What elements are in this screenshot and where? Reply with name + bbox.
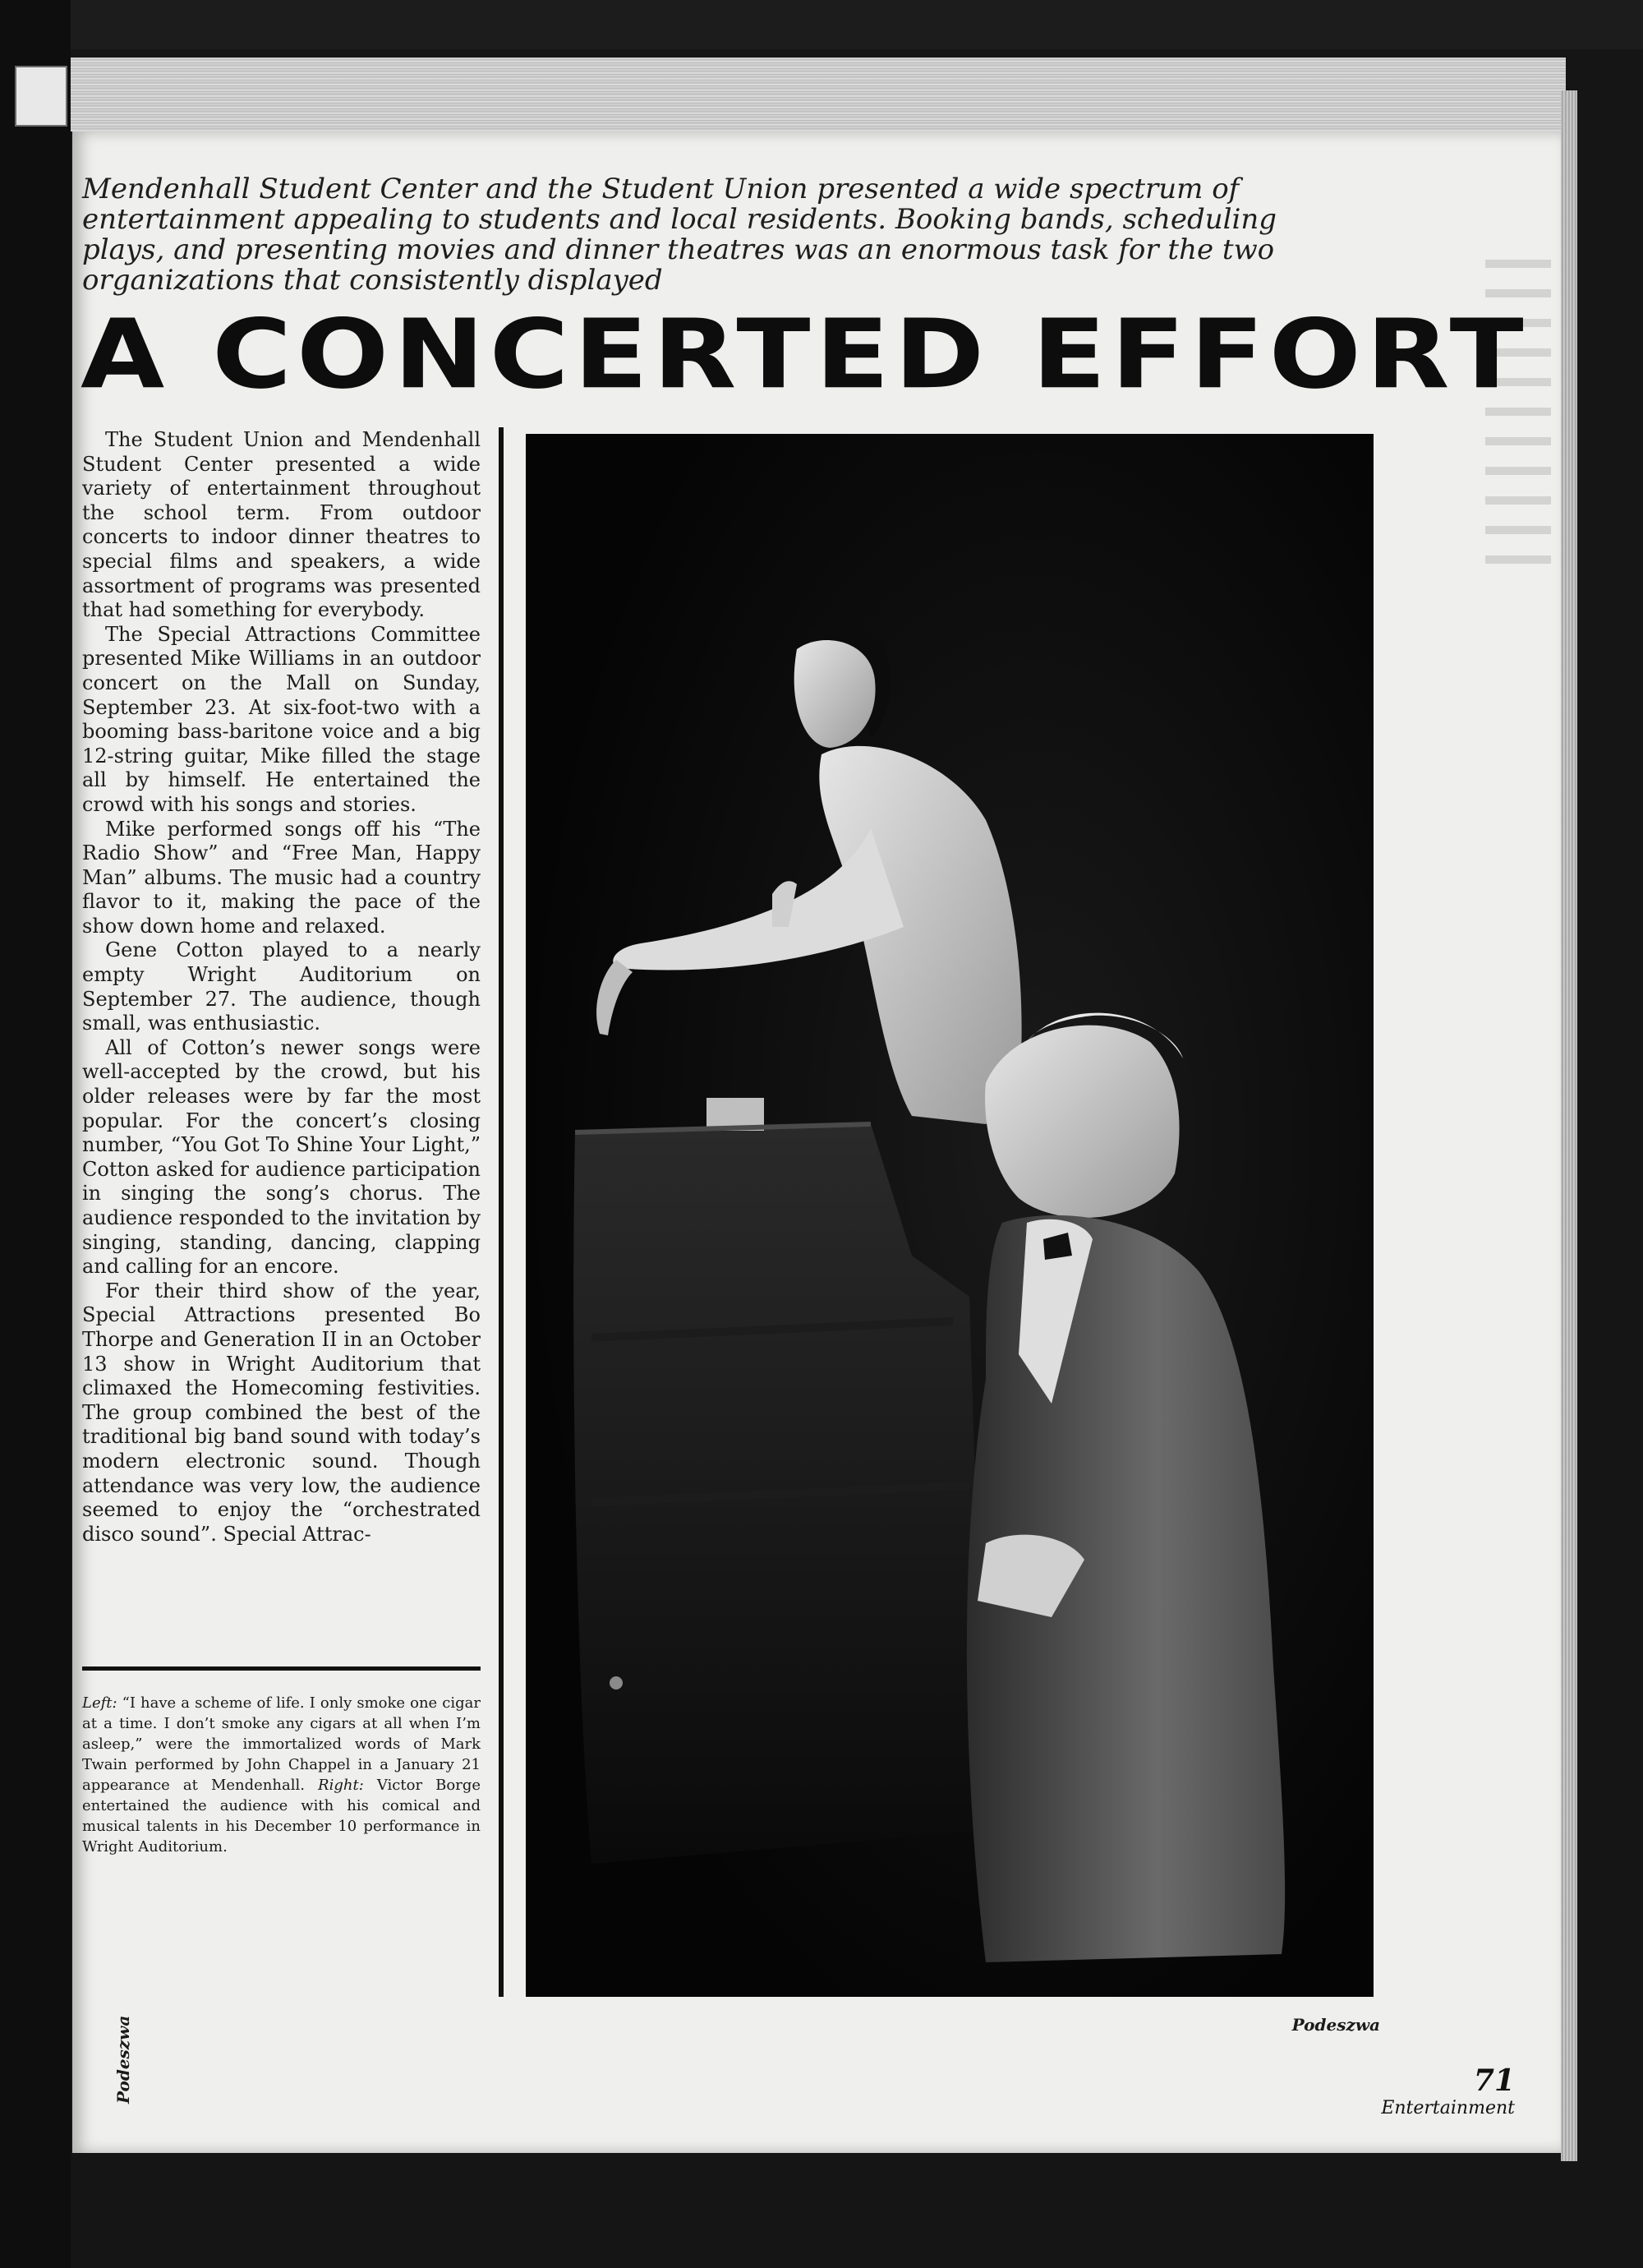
headline: A CONCERTED EFFORT — [81, 298, 1529, 411]
body-paragraph: Gene Cotton played to a nearly empty Wright Auditorium on September 27. The audience, though small, was enthusiastic. — [82, 938, 481, 1035]
body-paragraph: The Student Union and Mendenhall Student Center presented a wide variety of entertainment throughout the school term. From outdoor concerts to indoor dinner theatres to special films and speakers, a wide assortment of programs was presented that had something for everybody. — [82, 428, 481, 622]
piano-caster — [610, 1676, 623, 1689]
binder-left-edge — [0, 0, 71, 2268]
page-number: 71 — [1473, 2063, 1515, 2098]
body-column — [82, 428, 481, 1547]
body-paragraph: Mike performed songs off his “The Radio Show” and “Free Man, Happy Man” albums. The music had a country flavor to it, making the pace of the show down home and relaxed. — [82, 817, 481, 938]
binder-top-edge — [0, 0, 1643, 49]
binding-strip — [15, 66, 67, 127]
photo-caption — [82, 1693, 481, 1857]
concert-photo — [526, 434, 1374, 1997]
section-name: Entertainment — [1381, 2098, 1515, 2118]
page-stack-edge — [71, 58, 1566, 131]
caption-right-text: Victor Borge entertained the audience with his comical and musical talents in his December 10 performance in Wright Auditorium. — [82, 1777, 481, 1855]
photo-credit: Podeszwa — [1291, 2015, 1380, 2035]
body-paragraph: The Special Attractions Committee presented Mike Williams in an outdoor concert on the Mall on Sunday, September 23. At six-foot-two with a booming bass-baritone voice and a big 12-string guitar, Mike filled the stage all by himself. He entertained the crowd with his songs and stories. — [82, 622, 481, 816]
borge-head — [985, 1026, 1180, 1218]
caption-left-text: “I have a scheme of life. I only smoke one cigar at a time. I don’t smoke any cigars at all when I’m asleep,” were the immortalized words of Mark Twain performed by John Chappel in a January 21 appearance at Mendenhall. — [82, 1694, 481, 1794]
body-paragraph: For their third show of the year, Special Attractions presented Bo Thorpe and Generation II in an October 13 show in Wright Auditorium that climaxed the Homecoming festivities. The group combined the best of the traditional big band sound with today’s modern electronic sound. Though attendance was very low, the audience seemed to enjoy the “orchestrated disco sound”. Special Attrac- — [82, 1279, 481, 1546]
page-stack-right-edge — [1561, 90, 1577, 2161]
column-divider — [499, 427, 504, 1997]
caption-divider — [82, 1666, 481, 1671]
body-paragraph: All of Cotton’s newer songs were well-accepted by the crowd, but his older releases were by far the most popular. For the concert’s closing number, “You Got To Shine Your Light,” Cotton asked for audience participation in singing the song’s chorus. The audience responded to the invitation by singing, standing, dancing, clapping and calling for an encore. — [82, 1035, 481, 1279]
side-photo-credit: Podeszwa — [113, 2015, 133, 2104]
caption-right-label: Right: — [318, 1777, 364, 1794]
intro-deck: Mendenhall Student Center and the Student Union presented a wide spectrum of entertainment appealing to students and local residents. Booking bands, scheduling plays, and presenting movies and dinner theatres was an enormous task for the two organizations that consistently displayed — [82, 173, 1277, 297]
photo-illustration — [526, 434, 1374, 1997]
caption-left-label: Left: — [82, 1694, 117, 1712]
